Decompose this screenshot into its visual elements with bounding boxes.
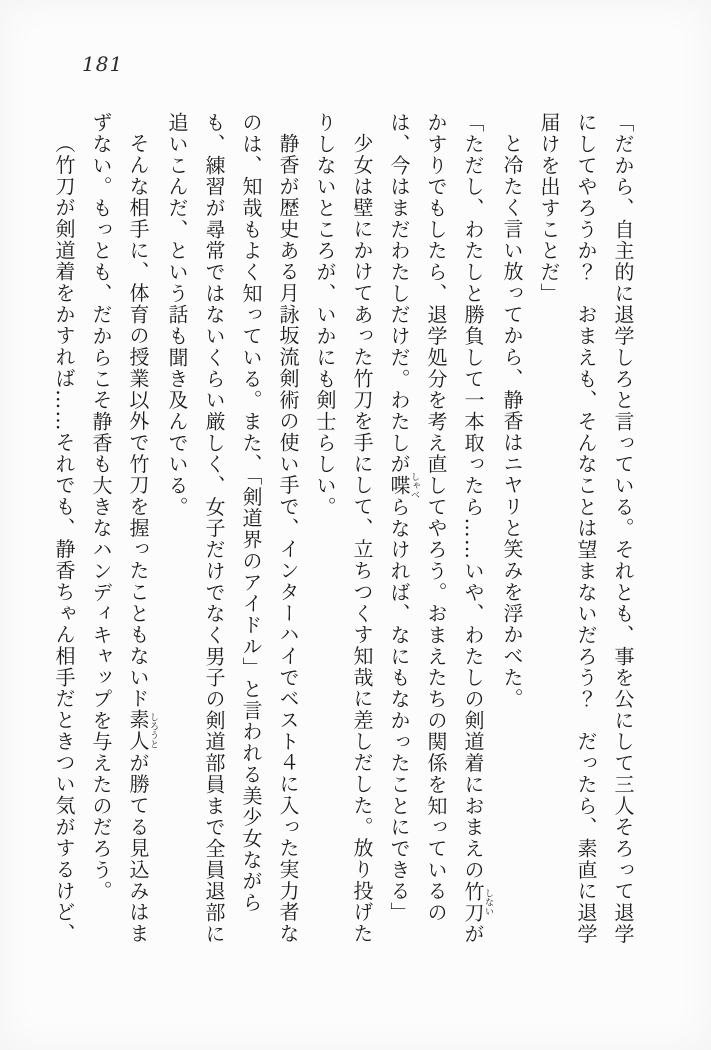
page-number: 181 bbox=[82, 52, 124, 76]
text-block bbox=[47, 112, 641, 948]
paragraph: 静香が歴史ある月詠坂流剣術の使い手で、インターハイでベスト４に入った実力者なのは、知哉もよく知っている。また、「剣道界のアイドル」と言われる美少女ながらも、練習が尋常ではないくらい厳しく、女子だけでなく男子の剣道部員まで全員退部に追いこんだ、という話も聞き及んでいる。 bbox=[165, 112, 300, 945]
paragraph: 「ただし、わたしと勝負して一本取ったら……いや、わたしの剣道着におまえの竹刀しないがかすりでもしたら、退学処分を考え直してやろう。おまえたちの関係を知っているのは、今はまだわたしだけだ。わたしが喋しゃべらなければ、なにもなかったことにできる」 bbox=[387, 112, 493, 945]
ruby-annotated-word: 素人しろうと bbox=[126, 709, 158, 753]
paragraph: 少女は壁にかけてあった竹刀を手にして、立ちつくす知哉に差しだした。放り投げたりしないところが、いかにも剣士らしい。 bbox=[313, 112, 374, 945]
paragraph: 「だから、自主的に退学しろと言っている。それとも、事を公にして三人そろって退学にしてやろうか？ おまえも、そんなことは望まないだろう？ だったら、素直に退学届けを出すことだ」 bbox=[537, 112, 635, 945]
paragraph: （竹刀が剣道着をかすれば……それでも、静香ちゃん相手だときつい気がするけど、 bbox=[52, 133, 76, 945]
paragraph: そんな相手に、体育の授業以外で竹刀を握ったこともないド素人しろうとが勝てる見込みはまずない。もっとも、だからこそ静香も大きなハンディキャップを与えたのだろう。 bbox=[89, 112, 158, 945]
ruby-annotated-word: 喋しゃべ bbox=[387, 472, 419, 500]
paragraph: と冷たく言い放ってから、静香はニヤリと笑みを浮かべた。 bbox=[500, 133, 524, 710]
ruby-annotated-word: 竹刀しない bbox=[461, 880, 493, 924]
